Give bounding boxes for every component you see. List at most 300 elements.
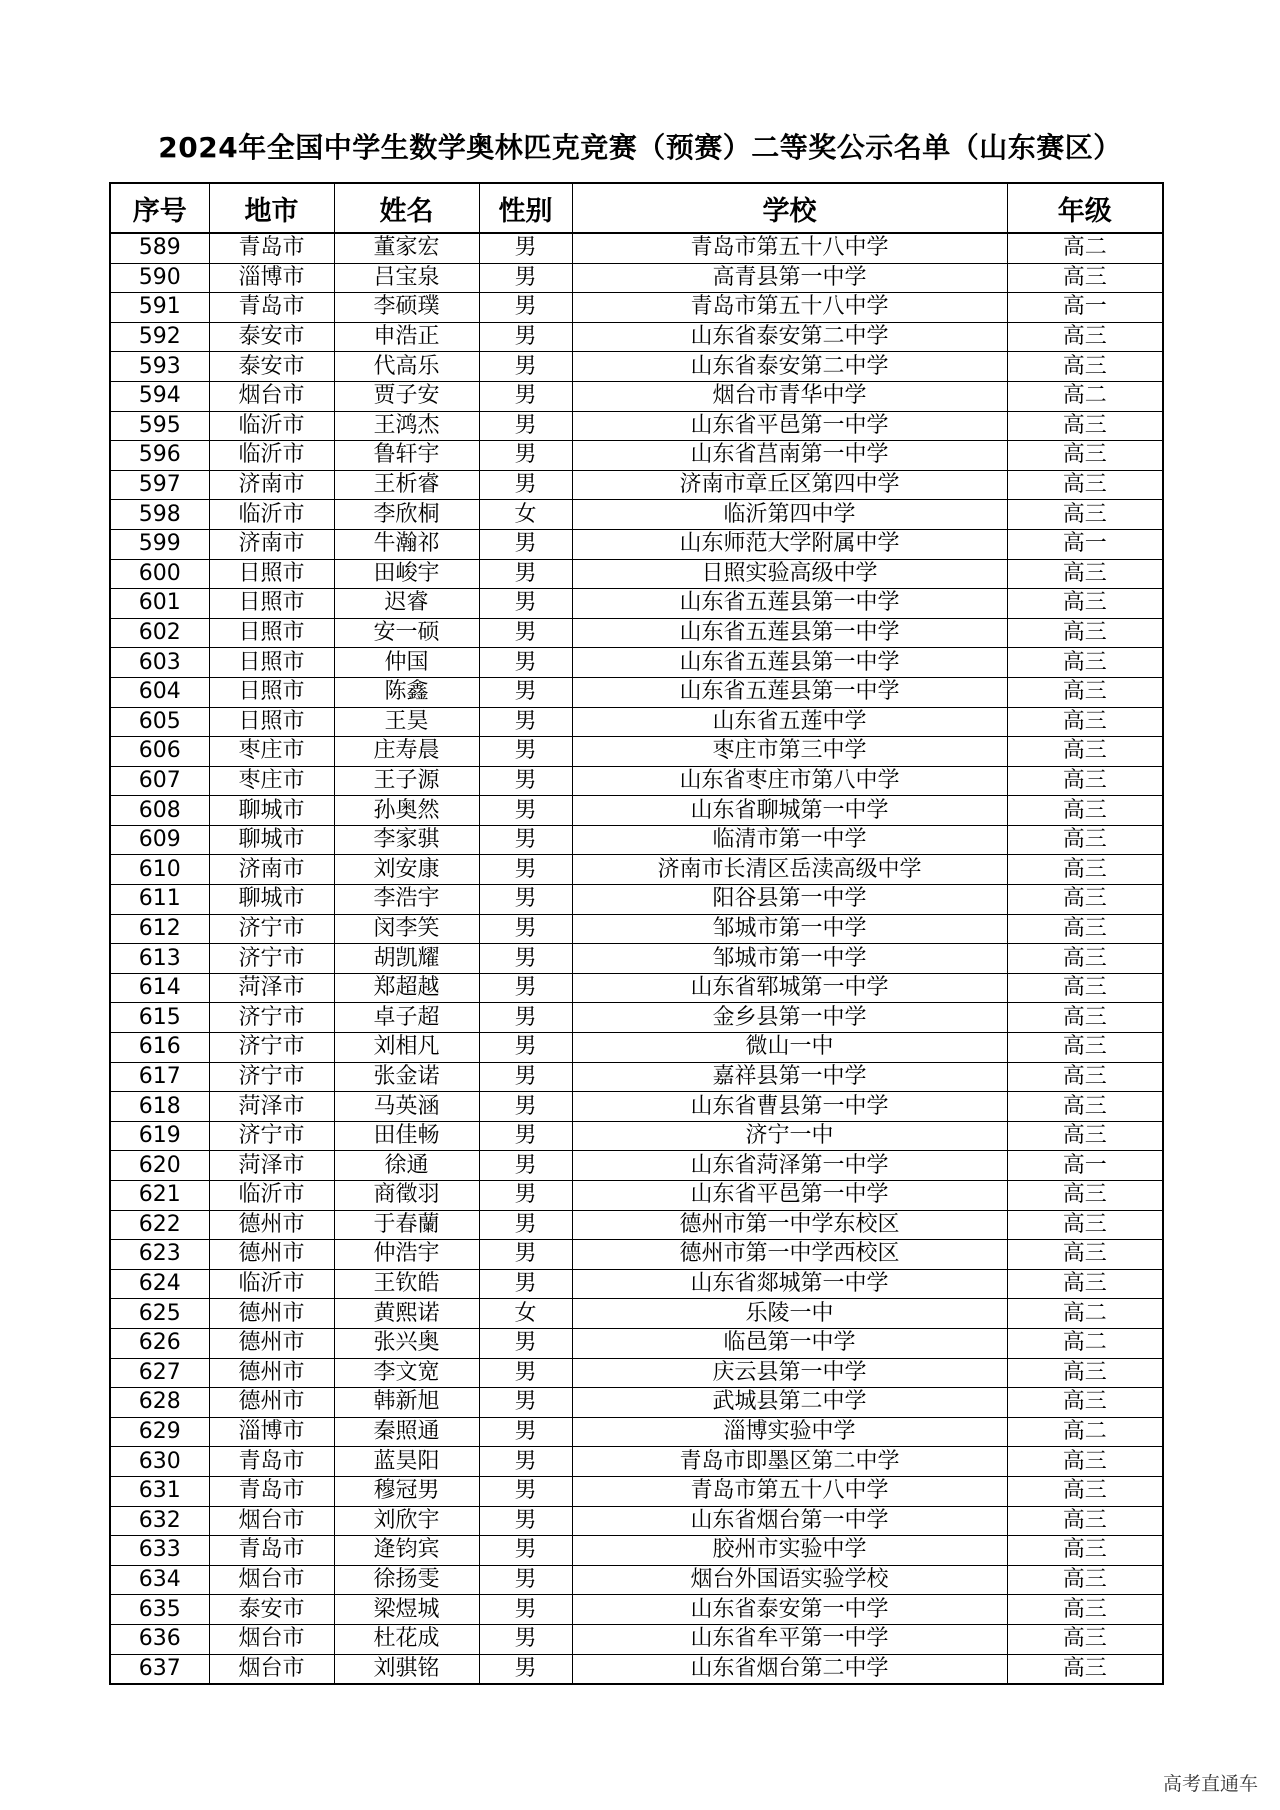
cell-name: 李欣桐 bbox=[334, 500, 479, 530]
cell-school: 德州市第一中学东校区 bbox=[572, 1210, 1007, 1240]
cell-school: 青岛市第五十八中学 bbox=[572, 233, 1007, 263]
cell-serial: 611 bbox=[110, 885, 209, 915]
cell-name: 徐通 bbox=[334, 1151, 479, 1181]
cell-school: 烟台外国语实验学校 bbox=[572, 1565, 1007, 1595]
table-row bbox=[110, 589, 1163, 619]
cell-gender: 男 bbox=[479, 559, 572, 589]
header-grade: 年级 bbox=[1007, 183, 1163, 233]
cell-serial: 628 bbox=[110, 1388, 209, 1418]
cell-school: 枣庄市第三中学 bbox=[572, 737, 1007, 767]
cell-school: 淄博实验中学 bbox=[572, 1417, 1007, 1447]
table-row bbox=[110, 1476, 1163, 1506]
cell-name: 吕宝泉 bbox=[334, 263, 479, 293]
cell-grade: 高三 bbox=[1007, 796, 1163, 826]
cell-serial: 597 bbox=[110, 470, 209, 500]
cell-name: 仲国 bbox=[334, 648, 479, 678]
cell-city: 聊城市 bbox=[209, 796, 334, 826]
cell-city: 济宁市 bbox=[209, 944, 334, 974]
table-row bbox=[110, 1240, 1163, 1270]
cell-gender: 男 bbox=[479, 1210, 572, 1240]
cell-city: 烟台市 bbox=[209, 1624, 334, 1654]
cell-name: 马英涵 bbox=[334, 1092, 479, 1122]
cell-serial: 591 bbox=[110, 293, 209, 323]
cell-grade: 高三 bbox=[1007, 1624, 1163, 1654]
cell-gender: 男 bbox=[479, 411, 572, 441]
cell-name: 安一硕 bbox=[334, 618, 479, 648]
cell-gender: 男 bbox=[479, 796, 572, 826]
cell-gender: 男 bbox=[479, 973, 572, 1003]
header-name: 姓名 bbox=[334, 183, 479, 233]
cell-grade: 高三 bbox=[1007, 1536, 1163, 1566]
table-row bbox=[110, 1417, 1163, 1447]
cell-serial: 634 bbox=[110, 1565, 209, 1595]
cell-school: 日照实验高级中学 bbox=[572, 559, 1007, 589]
table-row bbox=[110, 1121, 1163, 1151]
table-row bbox=[110, 944, 1163, 974]
cell-gender: 男 bbox=[479, 263, 572, 293]
cell-city: 日照市 bbox=[209, 707, 334, 737]
cell-grade: 高三 bbox=[1007, 352, 1163, 382]
cell-school: 济南市章丘区第四中学 bbox=[572, 470, 1007, 500]
cell-name: 郑超越 bbox=[334, 973, 479, 1003]
cell-serial: 612 bbox=[110, 914, 209, 944]
cell-school: 胶州市实验中学 bbox=[572, 1536, 1007, 1566]
cell-serial: 608 bbox=[110, 796, 209, 826]
cell-grade: 高三 bbox=[1007, 470, 1163, 500]
cell-gender: 女 bbox=[479, 500, 572, 530]
table-row bbox=[110, 1358, 1163, 1388]
cell-name: 刘欣宇 bbox=[334, 1506, 479, 1536]
cell-serial: 633 bbox=[110, 1536, 209, 1566]
cell-city: 烟台市 bbox=[209, 1565, 334, 1595]
table-row bbox=[110, 648, 1163, 678]
cell-gender: 男 bbox=[479, 1595, 572, 1625]
cell-grade: 高一 bbox=[1007, 529, 1163, 559]
cell-city: 日照市 bbox=[209, 589, 334, 619]
cell-name: 代高乐 bbox=[334, 352, 479, 382]
cell-name: 逄钧宾 bbox=[334, 1536, 479, 1566]
cell-gender: 男 bbox=[479, 1624, 572, 1654]
cell-city: 临沂市 bbox=[209, 500, 334, 530]
cell-gender: 男 bbox=[479, 677, 572, 707]
cell-grade: 高二 bbox=[1007, 1299, 1163, 1329]
cell-school: 阳谷县第一中学 bbox=[572, 885, 1007, 915]
table-row bbox=[110, 1654, 1163, 1684]
table-row bbox=[110, 1506, 1163, 1536]
cell-serial: 621 bbox=[110, 1181, 209, 1211]
cell-school: 青岛市即墨区第二中学 bbox=[572, 1447, 1007, 1477]
cell-city: 德州市 bbox=[209, 1328, 334, 1358]
cell-serial: 624 bbox=[110, 1269, 209, 1299]
cell-gender: 男 bbox=[479, 1181, 572, 1211]
cell-city: 泰安市 bbox=[209, 322, 334, 352]
cell-school: 邹城市第一中学 bbox=[572, 944, 1007, 974]
table-row bbox=[110, 1033, 1163, 1063]
cell-city: 烟台市 bbox=[209, 381, 334, 411]
cell-school: 山东省烟台第一中学 bbox=[572, 1506, 1007, 1536]
table-row bbox=[110, 1092, 1163, 1122]
cell-serial: 604 bbox=[110, 677, 209, 707]
cell-city: 日照市 bbox=[209, 648, 334, 678]
table-row bbox=[110, 707, 1163, 737]
cell-city: 临沂市 bbox=[209, 441, 334, 471]
cell-serial: 614 bbox=[110, 973, 209, 1003]
cell-name: 庄寿晨 bbox=[334, 737, 479, 767]
cell-city: 济宁市 bbox=[209, 914, 334, 944]
cell-serial: 620 bbox=[110, 1151, 209, 1181]
header-school: 学校 bbox=[572, 183, 1007, 233]
table-row bbox=[110, 529, 1163, 559]
cell-gender: 男 bbox=[479, 441, 572, 471]
cell-gender: 男 bbox=[479, 944, 572, 974]
cell-gender: 男 bbox=[479, 825, 572, 855]
table-row bbox=[110, 1151, 1163, 1181]
cell-serial: 625 bbox=[110, 1299, 209, 1329]
cell-gender: 男 bbox=[479, 855, 572, 885]
cell-school: 山东省莒南第一中学 bbox=[572, 441, 1007, 471]
cell-name: 申浩正 bbox=[334, 322, 479, 352]
cell-city: 德州市 bbox=[209, 1358, 334, 1388]
cell-serial: 627 bbox=[110, 1358, 209, 1388]
cell-grade: 高三 bbox=[1007, 500, 1163, 530]
cell-name: 商徵羽 bbox=[334, 1181, 479, 1211]
cell-school: 山东省泰安第一中学 bbox=[572, 1595, 1007, 1625]
cell-city: 德州市 bbox=[209, 1388, 334, 1418]
cell-school: 德州市第一中学西校区 bbox=[572, 1240, 1007, 1270]
cell-name: 王钦皓 bbox=[334, 1269, 479, 1299]
cell-city: 日照市 bbox=[209, 618, 334, 648]
cell-name: 梁煜城 bbox=[334, 1595, 479, 1625]
cell-grade: 高三 bbox=[1007, 914, 1163, 944]
cell-grade: 高二 bbox=[1007, 381, 1163, 411]
table-row bbox=[110, 973, 1163, 1003]
cell-grade: 高三 bbox=[1007, 411, 1163, 441]
cell-gender: 男 bbox=[479, 1447, 572, 1477]
cell-school: 微山一中 bbox=[572, 1033, 1007, 1063]
table-row bbox=[110, 618, 1163, 648]
table-row bbox=[110, 1447, 1163, 1477]
cell-city: 泰安市 bbox=[209, 352, 334, 382]
cell-serial: 592 bbox=[110, 322, 209, 352]
table-row bbox=[110, 352, 1163, 382]
cell-gender: 男 bbox=[479, 352, 572, 382]
cell-grade: 高三 bbox=[1007, 1476, 1163, 1506]
cell-name: 田峻宇 bbox=[334, 559, 479, 589]
table-row bbox=[110, 470, 1163, 500]
table-row bbox=[110, 411, 1163, 441]
cell-city: 临沂市 bbox=[209, 1181, 334, 1211]
cell-serial: 626 bbox=[110, 1328, 209, 1358]
cell-school: 济南市长清区岳渎高级中学 bbox=[572, 855, 1007, 885]
header-serial: 序号 bbox=[110, 183, 209, 233]
cell-serial: 613 bbox=[110, 944, 209, 974]
cell-serial: 622 bbox=[110, 1210, 209, 1240]
cell-city: 枣庄市 bbox=[209, 766, 334, 796]
cell-grade: 高三 bbox=[1007, 1181, 1163, 1211]
cell-grade: 高三 bbox=[1007, 1506, 1163, 1536]
cell-name: 徐扬雯 bbox=[334, 1565, 479, 1595]
cell-gender: 男 bbox=[479, 707, 572, 737]
cell-gender: 男 bbox=[479, 1121, 572, 1151]
cell-serial: 598 bbox=[110, 500, 209, 530]
cell-name: 李浩宇 bbox=[334, 885, 479, 915]
cell-grade: 高三 bbox=[1007, 648, 1163, 678]
cell-serial: 590 bbox=[110, 263, 209, 293]
table-row bbox=[110, 1269, 1163, 1299]
cell-school: 金乡县第一中学 bbox=[572, 1003, 1007, 1033]
cell-gender: 男 bbox=[479, 1388, 572, 1418]
cell-gender: 男 bbox=[479, 1654, 572, 1684]
cell-gender: 男 bbox=[479, 1062, 572, 1092]
cell-gender: 男 bbox=[479, 1003, 572, 1033]
cell-school: 山东省平邑第一中学 bbox=[572, 411, 1007, 441]
cell-school: 临邑第一中学 bbox=[572, 1328, 1007, 1358]
cell-serial: 602 bbox=[110, 618, 209, 648]
cell-serial: 632 bbox=[110, 1506, 209, 1536]
cell-serial: 599 bbox=[110, 529, 209, 559]
cell-serial: 631 bbox=[110, 1476, 209, 1506]
cell-city: 淄博市 bbox=[209, 1417, 334, 1447]
table-row bbox=[110, 233, 1163, 263]
cell-city: 日照市 bbox=[209, 677, 334, 707]
cell-gender: 男 bbox=[479, 914, 572, 944]
table-row bbox=[110, 263, 1163, 293]
cell-school: 山东省泰安第二中学 bbox=[572, 322, 1007, 352]
cell-gender: 男 bbox=[479, 1151, 572, 1181]
cell-grade: 高二 bbox=[1007, 1417, 1163, 1447]
cell-city: 青岛市 bbox=[209, 233, 334, 263]
cell-gender: 男 bbox=[479, 1417, 572, 1447]
cell-school: 武城县第二中学 bbox=[572, 1388, 1007, 1418]
cell-city: 枣庄市 bbox=[209, 737, 334, 767]
cell-gender: 男 bbox=[479, 1092, 572, 1122]
cell-name: 董家宏 bbox=[334, 233, 479, 263]
table-row bbox=[110, 796, 1163, 826]
cell-grade: 高三 bbox=[1007, 1269, 1163, 1299]
cell-grade: 高三 bbox=[1007, 1121, 1163, 1151]
table-body bbox=[110, 233, 1163, 1684]
cell-school: 山东省枣庄市第八中学 bbox=[572, 766, 1007, 796]
cell-name: 王子源 bbox=[334, 766, 479, 796]
cell-gender: 男 bbox=[479, 1240, 572, 1270]
cell-gender: 男 bbox=[479, 1358, 572, 1388]
cell-grade: 高三 bbox=[1007, 589, 1163, 619]
cell-school: 邹城市第一中学 bbox=[572, 914, 1007, 944]
cell-gender: 男 bbox=[479, 618, 572, 648]
cell-city: 德州市 bbox=[209, 1210, 334, 1240]
table-row bbox=[110, 322, 1163, 352]
cell-city: 淄博市 bbox=[209, 263, 334, 293]
table-row bbox=[110, 885, 1163, 915]
cell-name: 李文宽 bbox=[334, 1358, 479, 1388]
cell-city: 烟台市 bbox=[209, 1654, 334, 1684]
cell-school: 山东省菏泽第一中学 bbox=[572, 1151, 1007, 1181]
cell-name: 刘相凡 bbox=[334, 1033, 479, 1063]
table-row bbox=[110, 1299, 1163, 1329]
table-row bbox=[110, 766, 1163, 796]
cell-gender: 男 bbox=[479, 1033, 572, 1063]
cell-name: 迟睿 bbox=[334, 589, 479, 619]
table-row bbox=[110, 1328, 1163, 1358]
cell-city: 德州市 bbox=[209, 1299, 334, 1329]
cell-city: 青岛市 bbox=[209, 1476, 334, 1506]
cell-school: 青岛市第五十八中学 bbox=[572, 1476, 1007, 1506]
cell-grade: 高一 bbox=[1007, 1151, 1163, 1181]
cell-grade: 高二 bbox=[1007, 1328, 1163, 1358]
cell-grade: 高三 bbox=[1007, 322, 1163, 352]
cell-gender: 男 bbox=[479, 766, 572, 796]
cell-school: 山东省曹县第一中学 bbox=[572, 1092, 1007, 1122]
cell-name: 穆冠男 bbox=[334, 1476, 479, 1506]
cell-gender: 男 bbox=[479, 1536, 572, 1566]
table-row bbox=[110, 855, 1163, 885]
table-row bbox=[110, 1536, 1163, 1566]
cell-school: 济宁一中 bbox=[572, 1121, 1007, 1151]
table-row bbox=[110, 381, 1163, 411]
cell-school: 山东省烟台第二中学 bbox=[572, 1654, 1007, 1684]
cell-gender: 男 bbox=[479, 1476, 572, 1506]
cell-serial: 616 bbox=[110, 1033, 209, 1063]
cell-name: 蓝昊阳 bbox=[334, 1447, 479, 1477]
table-row bbox=[110, 1210, 1163, 1240]
cell-city: 聊城市 bbox=[209, 885, 334, 915]
cell-grade: 高三 bbox=[1007, 1240, 1163, 1270]
cell-gender: 男 bbox=[479, 470, 572, 500]
cell-school: 山东省聊城第一中学 bbox=[572, 796, 1007, 826]
cell-grade: 高三 bbox=[1007, 1447, 1163, 1477]
table-row bbox=[110, 1181, 1163, 1211]
cell-gender: 男 bbox=[479, 648, 572, 678]
cell-name: 于春蘭 bbox=[334, 1210, 479, 1240]
cell-serial: 615 bbox=[110, 1003, 209, 1033]
table-row bbox=[110, 737, 1163, 767]
cell-serial: 619 bbox=[110, 1121, 209, 1151]
cell-name: 田佳畅 bbox=[334, 1121, 479, 1151]
cell-gender: 男 bbox=[479, 529, 572, 559]
table-row bbox=[110, 825, 1163, 855]
cell-name: 仲浩宇 bbox=[334, 1240, 479, 1270]
cell-gender: 男 bbox=[479, 1269, 572, 1299]
cell-serial: 594 bbox=[110, 381, 209, 411]
cell-city: 临沂市 bbox=[209, 1269, 334, 1299]
document-title: 2024年全国中学生数学奥林匹克竞赛（预赛）二等奖公示名单（山东赛区） bbox=[158, 131, 1122, 164]
cell-city: 聊城市 bbox=[209, 825, 334, 855]
table-row bbox=[110, 293, 1163, 323]
table-row bbox=[110, 677, 1163, 707]
cell-school: 山东省郯城第一中学 bbox=[572, 1269, 1007, 1299]
cell-serial: 617 bbox=[110, 1062, 209, 1092]
cell-name: 陈鑫 bbox=[334, 677, 479, 707]
cell-city: 烟台市 bbox=[209, 1506, 334, 1536]
cell-city: 菏泽市 bbox=[209, 1151, 334, 1181]
cell-name: 王昊 bbox=[334, 707, 479, 737]
cell-city: 德州市 bbox=[209, 1240, 334, 1270]
cell-name: 李硕璞 bbox=[334, 293, 479, 323]
cell-grade: 高三 bbox=[1007, 559, 1163, 589]
cell-grade: 高三 bbox=[1007, 737, 1163, 767]
cell-grade: 高三 bbox=[1007, 1003, 1163, 1033]
cell-grade: 高三 bbox=[1007, 707, 1163, 737]
cell-grade: 高三 bbox=[1007, 1565, 1163, 1595]
cell-name: 张金诺 bbox=[334, 1062, 479, 1092]
cell-serial: 609 bbox=[110, 825, 209, 855]
cell-grade: 高三 bbox=[1007, 441, 1163, 471]
cell-grade: 高三 bbox=[1007, 618, 1163, 648]
cell-name: 贾子安 bbox=[334, 381, 479, 411]
cell-school: 庆云县第一中学 bbox=[572, 1358, 1007, 1388]
cell-name: 孙奥然 bbox=[334, 796, 479, 826]
cell-serial: 605 bbox=[110, 707, 209, 737]
table-row bbox=[110, 1062, 1163, 1092]
cell-grade: 高三 bbox=[1007, 263, 1163, 293]
cell-name: 闵李笑 bbox=[334, 914, 479, 944]
cell-school: 山东省泰安第二中学 bbox=[572, 352, 1007, 382]
cell-school: 山东省五莲县第一中学 bbox=[572, 589, 1007, 619]
cell-city: 青岛市 bbox=[209, 293, 334, 323]
cell-gender: 男 bbox=[479, 381, 572, 411]
cell-grade: 高三 bbox=[1007, 1062, 1163, 1092]
cell-gender: 男 bbox=[479, 1328, 572, 1358]
cell-gender: 男 bbox=[479, 885, 572, 915]
cell-serial: 607 bbox=[110, 766, 209, 796]
cell-city: 菏泽市 bbox=[209, 973, 334, 1003]
cell-serial: 601 bbox=[110, 589, 209, 619]
cell-grade: 高三 bbox=[1007, 855, 1163, 885]
cell-school: 高青县第一中学 bbox=[572, 263, 1007, 293]
cell-city: 济宁市 bbox=[209, 1033, 334, 1063]
cell-school: 山东省牟平第一中学 bbox=[572, 1624, 1007, 1654]
cell-name: 秦照通 bbox=[334, 1417, 479, 1447]
cell-serial: 606 bbox=[110, 737, 209, 767]
cell-school: 山东省五莲县第一中学 bbox=[572, 618, 1007, 648]
cell-grade: 高三 bbox=[1007, 1654, 1163, 1684]
cell-gender: 男 bbox=[479, 1506, 572, 1536]
cell-city: 济宁市 bbox=[209, 1062, 334, 1092]
cell-city: 菏泽市 bbox=[209, 1092, 334, 1122]
cell-gender: 男 bbox=[479, 589, 572, 619]
cell-name: 鲁轩宇 bbox=[334, 441, 479, 471]
header-gender: 性别 bbox=[479, 183, 572, 233]
cell-city: 济南市 bbox=[209, 855, 334, 885]
cell-name: 卓子超 bbox=[334, 1003, 479, 1033]
cell-gender: 男 bbox=[479, 1565, 572, 1595]
cell-name: 王鸿杰 bbox=[334, 411, 479, 441]
table-row bbox=[110, 1388, 1163, 1418]
cell-school: 山东省五莲中学 bbox=[572, 707, 1007, 737]
cell-name: 牛瀚祁 bbox=[334, 529, 479, 559]
cell-serial: 596 bbox=[110, 441, 209, 471]
cell-school: 烟台市青华中学 bbox=[572, 381, 1007, 411]
cell-grade: 高三 bbox=[1007, 1092, 1163, 1122]
cell-serial: 603 bbox=[110, 648, 209, 678]
cell-serial: 623 bbox=[110, 1240, 209, 1270]
cell-grade: 高三 bbox=[1007, 1210, 1163, 1240]
table-row bbox=[110, 914, 1163, 944]
cell-name: 黄熙诺 bbox=[334, 1299, 479, 1329]
cell-grade: 高三 bbox=[1007, 1388, 1163, 1418]
cell-city: 济宁市 bbox=[209, 1003, 334, 1033]
cell-name: 杜花成 bbox=[334, 1624, 479, 1654]
cell-grade: 高一 bbox=[1007, 293, 1163, 323]
cell-school: 山东省郓城第一中学 bbox=[572, 973, 1007, 1003]
cell-serial: 630 bbox=[110, 1447, 209, 1477]
table-row bbox=[110, 1003, 1163, 1033]
cell-gender: 男 bbox=[479, 293, 572, 323]
cell-name: 李家骐 bbox=[334, 825, 479, 855]
cell-city: 青岛市 bbox=[209, 1447, 334, 1477]
cell-grade: 高三 bbox=[1007, 766, 1163, 796]
cell-name: 王析睿 bbox=[334, 470, 479, 500]
